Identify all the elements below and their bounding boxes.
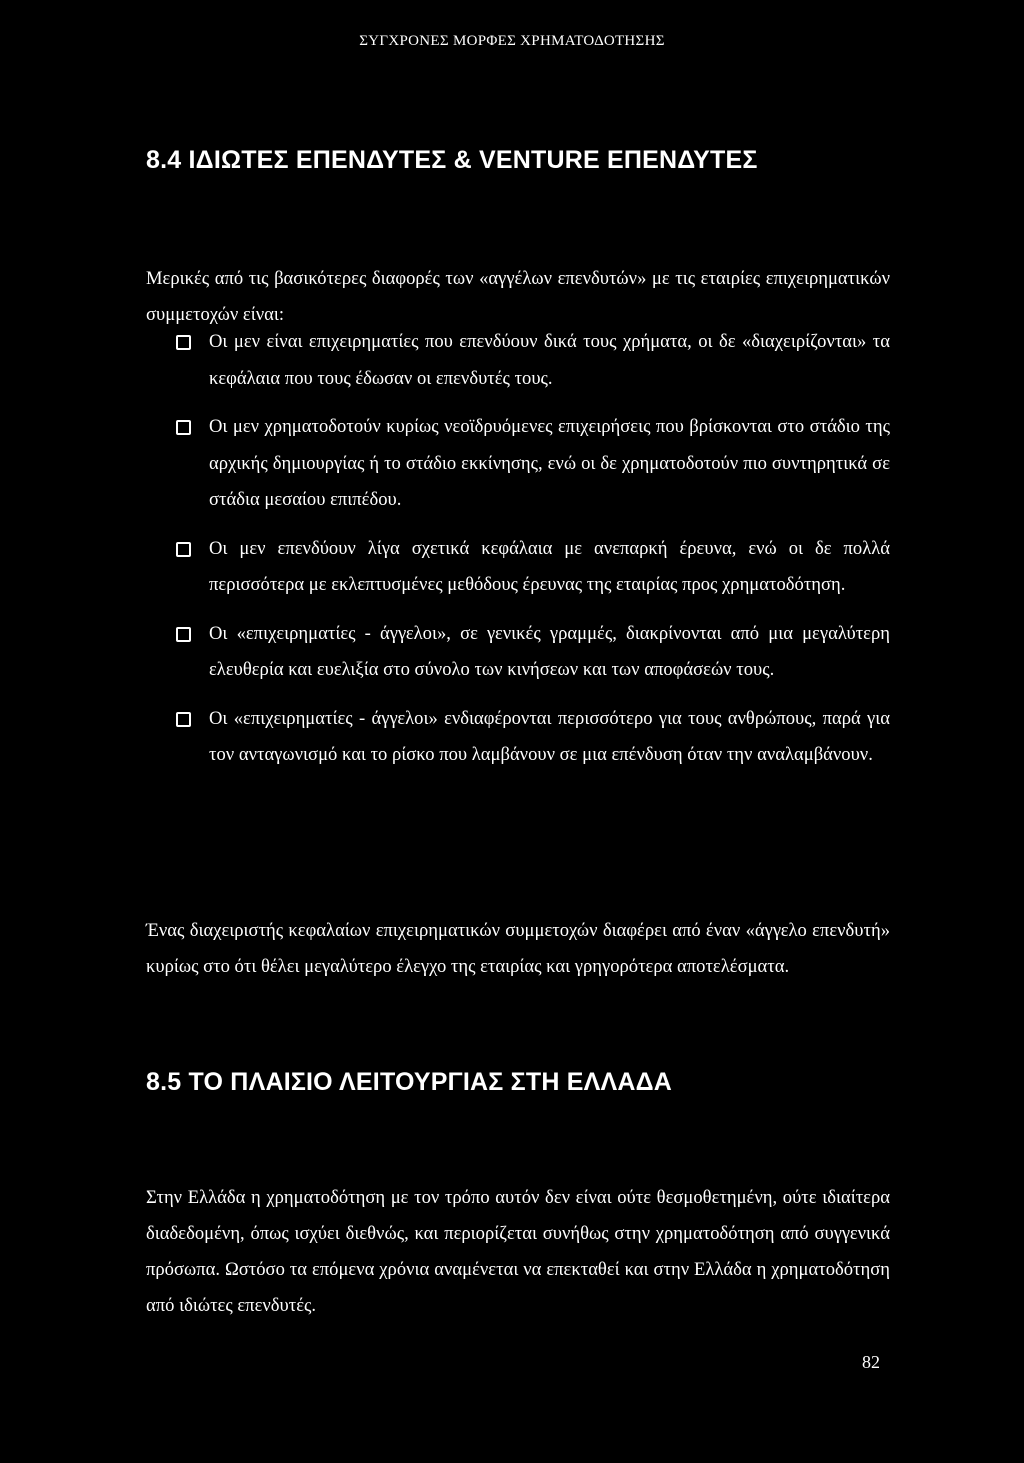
page-number: 82 — [862, 1352, 880, 1372]
list-item — [176, 531, 890, 604]
checkbox-icon — [176, 542, 191, 557]
running-header: ΣΥΓΧΡΟΝΕΣ ΜΟΡΦΕΣ ΧΡΗΜΑΤΟΔΟΤΗΣΗΣ — [359, 33, 665, 49]
checkbox-icon — [176, 335, 191, 350]
differences-list — [176, 324, 890, 786]
closing-paragraph: Ένας διαχειριστής κεφαλαίων επιχειρηματικών συμμετοχών διαφέρει από έναν «άγγελο επενδυτή» κυρίως στο ότι θέλει μεγαλύτερο έλεγχο της εταιρίας και γρηγορότερα αποτελέσματα. — [146, 919, 890, 978]
list-item — [176, 409, 890, 519]
checkbox-icon — [176, 712, 191, 727]
list-item-text: Οι «επιχειρηματίες - άγγελοι», σε γενικές γραμμές, διακρίνονται από μια μεγαλύτερη ελευθερία και ευελιξία στο σύνολο των κινήσεων και των αποφάσεών τους. — [209, 622, 890, 680]
section-heading-8-5: 8.5 ΤΟ ΠΛΑΙΣΙΟ ΛΕΙΤΟΥΡΓΙΑΣ ΣΤΗ ΕΛΛΑΔΑ — [146, 1068, 673, 1096]
section-heading-8-4: 8.4 ΙΔΙΩΤΕΣ ΕΠΕΝΔΥΤΕΣ & VENTURE ΕΠΕΝΔΥΤΕΣ — [146, 146, 758, 174]
list-item — [176, 701, 890, 774]
list-item — [176, 616, 890, 689]
list-item-text: Οι μεν χρηματοδοτούν κυρίως νεοϊδρυόμενες επιχειρήσεις που βρίσκονται στο στάδιο της αρχικής δημιουργίας ή το στάδιο εκκίνησης, ενώ οι δε χρηματοδοτούν πιο συντηρητικά σε στάδια μεσαίου επιπέδου. — [209, 416, 890, 510]
checkbox-icon — [176, 420, 191, 435]
greece-paragraph: Στην Ελλάδα η χρηματοδότηση με τον τρόπο αυτόν δεν είναι ούτε θεσμοθετημένη, ούτε ιδιαίτερα διαδεδομένη, όπως ισχύει διεθνώς, και περιορίζεται συνήθως στην χρηματοδότηση από συγγενικά πρόσωπα. Ωστόσο τα επόμενα χρόνια αναμένεται να επεκταθεί και στην Ελλάδα η χρηματοδότηση από ιδιώτες επενδυτές. — [146, 1186, 890, 1317]
list-item-text: Οι μεν είναι επιχειρηματίες που επενδύουν δικά τους χρήματα, οι δε «διαχειρίζονται» τα κεφάλαια που τους έδωσαν οι επενδυτές τους. — [209, 331, 890, 389]
checkbox-icon — [176, 627, 191, 642]
list-item — [176, 324, 890, 397]
list-item-text: Οι «επιχειρηματίες - άγγελοι» ενδιαφέρονται περισσότερο για τους ανθρώπους, παρά για τον ανταγωνισμό και το ρίσκο που λαμβάνουν σε μια επένδυση όταν την αναλαμβάνουν. — [209, 707, 890, 765]
list-item-text: Οι μεν επενδύουν λίγα σχετικά κεφάλαια με ανεπαρκή έρευνα, ενώ οι δε πολλά περισσότερα με εκλεπτυσμένες μεθόδους έρευνας της εταιρίας προς χρηματοδότηση. — [209, 537, 890, 595]
intro-paragraph: Μερικές από τις βασικότερες διαφορές των «αγγέλων επενδυτών» με τις εταιρίες επιχειρηματικών συμμετοχών είναι: — [146, 267, 890, 326]
